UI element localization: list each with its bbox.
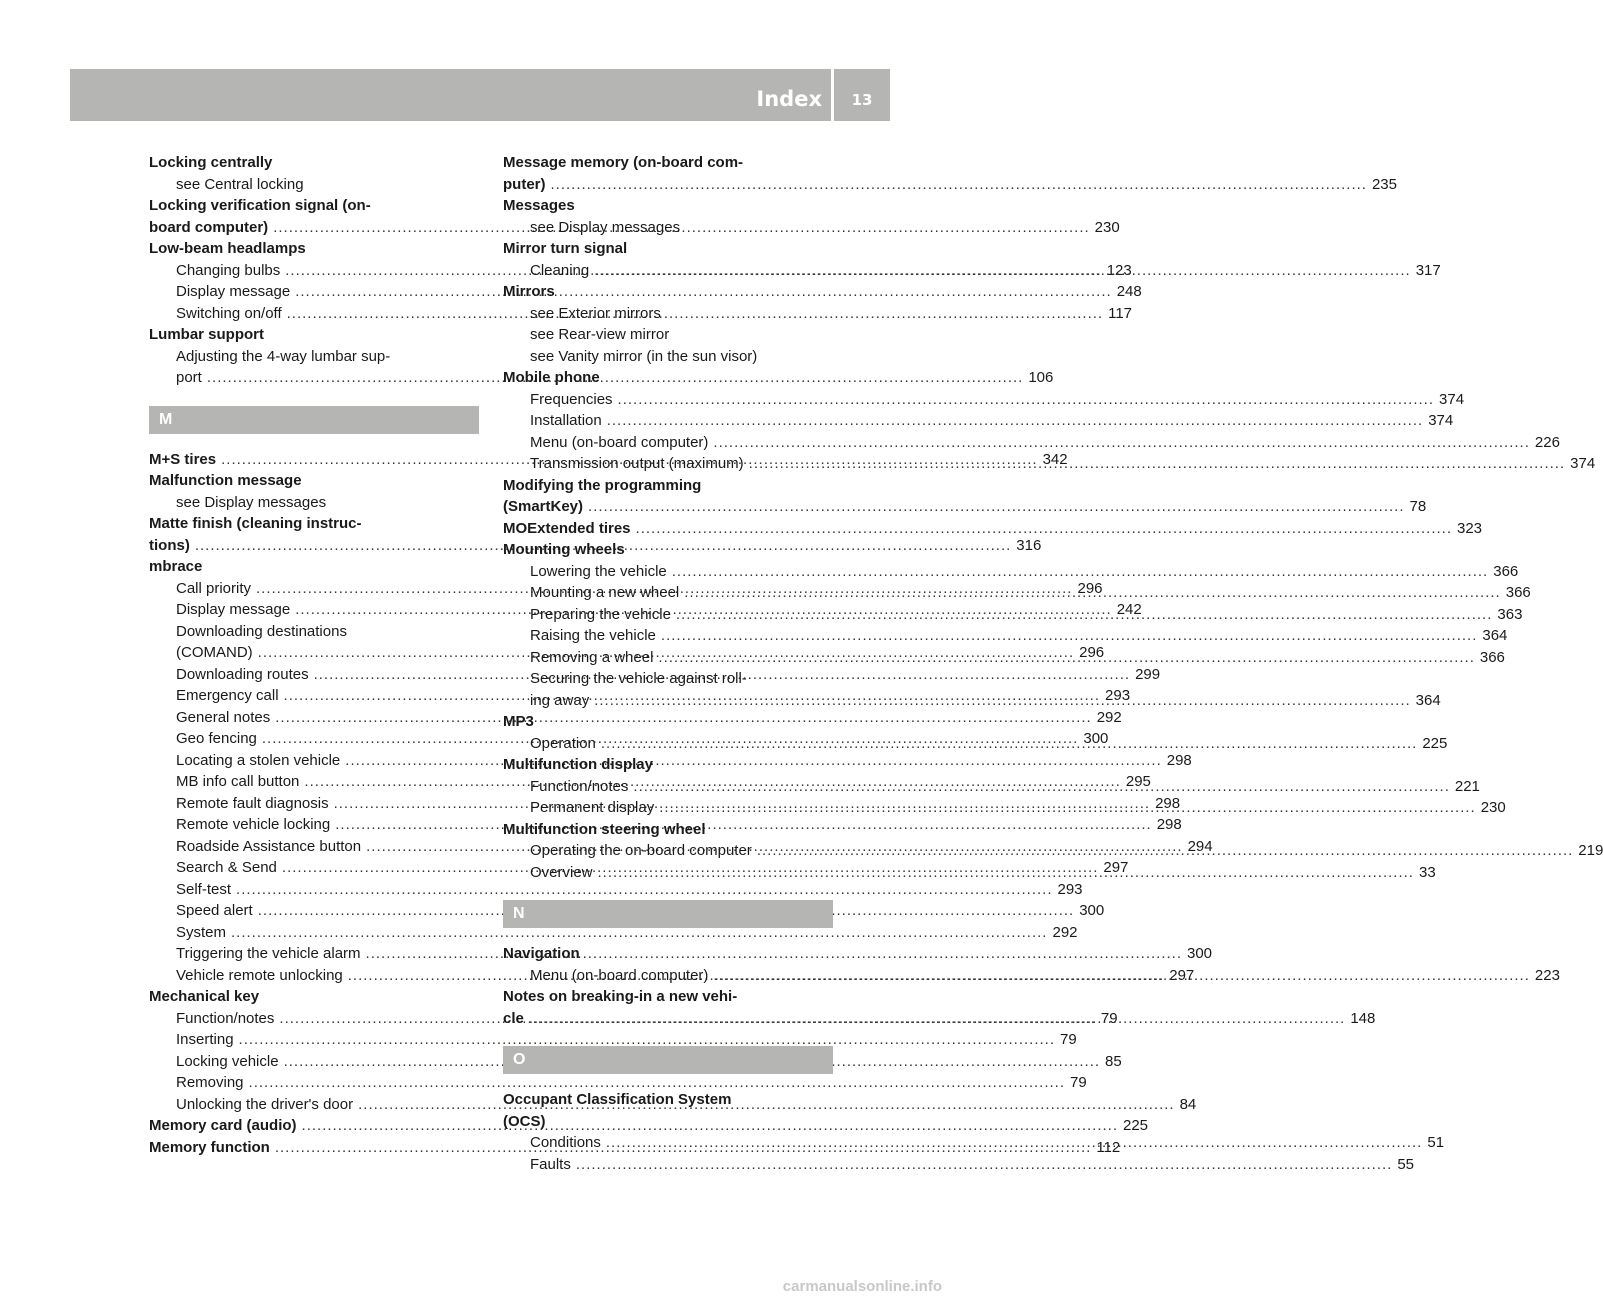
page-reference: 342 [1042,450,1068,468]
entry-text: Locking vehicle [176,1052,279,1070]
page-reference: 226 [1534,433,1560,451]
index-entry [503,174,1397,196]
leader-dots [601,733,1417,755]
entry-text: Installation [530,412,602,429]
entry-text: (SmartKey) [503,498,584,515]
entry-text: Search & Send [176,859,277,876]
entry-text: Menu (on-board computer) [530,966,709,984]
entry-text: MB info call button [176,773,300,790]
leader-dots [713,965,1529,987]
index-subentry [503,346,833,368]
page-number: 13 [851,91,873,109]
page-reference: 296 [1079,644,1105,661]
entry-text: (COMAND) [176,644,253,661]
page-reference: 316 [1016,536,1042,554]
page-reference: 223 [1534,966,1560,984]
entry-text: Raising the vehicle [530,627,656,644]
leader-dots [594,690,1410,712]
entry-text: Mirror turn signal [503,240,628,257]
page-reference: 292 [1096,708,1122,726]
page-reference: 364 [1415,691,1441,709]
index-entry [149,986,479,1008]
entry-text: Malfunction message [149,472,302,489]
entry-text: Adjusting the 4-way lumbar sup- [176,347,391,365]
entry-text: Overview [530,863,593,881]
header-bar [70,69,890,121]
index-entry [503,986,833,1008]
leader-dots [661,625,1477,647]
page-reference: 79 [1070,1074,1087,1091]
entry-text: see Exterior mirrors [530,304,661,322]
index-entry [149,513,479,535]
page-reference: 84 [1179,1095,1197,1113]
page-reference: 79 [1100,1009,1118,1027]
page-reference: 106 [1028,369,1054,386]
index-subentry [503,625,1508,647]
entry-text: Function/notes [176,1009,275,1027]
index-entry [503,819,833,841]
entry-text: Unlocking the driver's door [176,1095,354,1113]
leader-dots [576,1154,1392,1176]
index-subentry [503,217,833,239]
index-entry [503,195,833,217]
index-subentry [149,346,479,368]
entry-text: General notes [176,708,271,726]
index-subentry [503,1154,1415,1176]
page-reference: 298 [1156,816,1182,833]
index-entry [503,539,833,561]
leader-dots [607,410,1423,432]
entry-text: Display message [176,283,291,300]
page-reference: 248 [1116,283,1142,300]
index-entry [503,943,833,965]
entry-text: see Display messages [176,493,327,511]
page-reference: 230 [1094,218,1120,236]
index-subentry [149,1072,1087,1094]
entry-text: Emergency call [176,687,279,704]
index-entry [149,470,479,492]
index-subentry [503,389,1465,411]
index-entry [503,367,833,389]
entry-text: Permanent display [530,799,655,816]
entry-text: Memory function [149,1138,270,1156]
entry-text: Mechanical key [149,988,260,1005]
leader-dots [594,260,1410,282]
entry-text: Changing bulbs [176,261,281,279]
leader-dots [684,582,1500,604]
page-reference: 297 [1169,966,1195,984]
entry-text: Locating a stolen vehicle [176,751,341,769]
page-reference: 117 [1108,304,1133,322]
entry-text: Navigation [503,945,580,962]
index-entry [503,238,833,260]
entry-text: Mounting wheels [503,541,625,558]
index-entry [503,152,833,174]
entry-text: Matte finish (cleaning instruc- [149,515,362,532]
index-entry [503,711,833,733]
entry-text: Call priority [176,579,252,597]
entry-text: Display message [176,601,291,618]
page-reference: 323 [1457,519,1483,537]
page-reference: 79 [1060,1031,1077,1048]
page-reference: 230 [1480,799,1506,816]
entry-text: Memory card (audio) [149,1117,297,1134]
page-reference: 123 [1106,261,1132,279]
section-title: Index [756,87,822,111]
index-subentry [149,621,479,643]
leader-dots [598,862,1414,884]
page-reference: 364 [1482,627,1508,644]
index-entry [503,754,833,776]
page-reference: 297 [1103,859,1129,876]
page-reference: 374 [1570,455,1596,472]
page-reference: 374 [1428,412,1454,429]
index-entry [149,324,479,346]
index-subentry [149,1029,1077,1051]
entry-text: Operating the on-board computer [530,842,752,859]
entry-text: mbrace [149,558,203,575]
entry-text: Roadside Assistance button [176,837,362,855]
page-reference: 235 [1371,175,1397,193]
index-entry [503,475,833,497]
index-subentry [503,561,1519,583]
page-reference: 300 [1187,945,1213,962]
page-reference: 295 [1125,773,1151,790]
entry-text: Mirrors [503,283,555,300]
entry-text: Locking centrally [149,154,273,171]
letter-heading: M [149,406,479,434]
page-reference: 300 [1083,730,1109,747]
page-reference: 296 [1077,579,1103,597]
entry-text: Inserting [176,1031,234,1048]
page-reference: 298 [1166,751,1192,769]
entry-text: Notes on breaking-in a new vehi- [503,988,738,1005]
entry-text: Removing [176,1074,244,1091]
page-reference: 293 [1057,880,1083,898]
entry-text: Downloading routes [176,665,309,683]
entry-text: Multifunction steering wheel [503,820,706,838]
index-subentry [149,174,479,196]
entry-text: Operation [530,734,596,752]
page-reference: 366 [1479,648,1505,666]
leader-dots [588,496,1404,518]
entry-text: Function/notes [530,777,629,795]
page-reference: 55 [1397,1155,1415,1173]
entry-text: Self-test [176,880,232,898]
leader-dots [529,1008,1345,1030]
entry-text: Message memory (on-board com- [503,154,744,171]
entry-text: puter) [503,175,546,193]
index-subentry [503,324,833,346]
entry-text: Mobile phone [503,369,600,386]
index-subentry [149,1051,1122,1073]
index-subentry [149,900,1105,922]
letter-heading: N [503,900,833,928]
index-subentry [503,668,833,690]
index-entry [149,556,479,578]
entry-text: see Rear-view mirror [530,326,670,343]
leader-dots [659,797,1475,819]
entry-text: Mounting a new wheel [530,584,680,601]
index-subentry [149,922,1078,944]
entry-text: Geo fencing [176,730,257,747]
entry-text: see Vanity mirror (in the sun visor) [530,347,758,365]
index-entry [503,281,833,303]
leader-dots [606,1132,1422,1154]
page-reference: 300 [1079,902,1105,919]
leader-dots [618,389,1434,411]
page-reference: 225 [1123,1117,1149,1134]
entry-text: Cleaning [530,261,590,279]
entry-text: tions) [149,536,190,554]
entry-text: Remote fault diagnosis [176,794,329,812]
entry-text: Transmission output (maximum) [530,455,744,472]
page-reference: 242 [1116,601,1142,618]
leader-dots [551,174,1367,196]
page-reference: 366 [1505,584,1531,601]
index-entry [503,1089,833,1111]
index-entry [503,1111,833,1133]
entry-text: Occupant Classification System [503,1091,732,1108]
entry-text: see Display messages [530,218,681,236]
page-reference: 112 [1096,1138,1121,1156]
entry-text: Conditions [530,1134,601,1151]
entry-text: Switching on/off [176,304,282,322]
entry-text: Frequencies [530,390,613,408]
index-entry [149,152,479,174]
entry-text: MOExtended tires [503,519,631,537]
index-subentry [149,492,479,514]
page-reference: 363 [1497,605,1523,623]
entry-text: Messages [503,197,575,214]
page-reference: 225 [1422,734,1448,752]
page-reference: 298 [1155,794,1181,812]
index-subentry [149,879,1083,901]
entry-text: board computer) [149,218,269,236]
entry-text: Lowering the vehicle [530,562,667,580]
page-reference: 148 [1350,1009,1376,1027]
page-reference: 219 [1578,842,1603,859]
entry-text: Securing the vehicle against roll- [530,670,747,687]
leader-dots [676,604,1492,626]
page-reference: 366 [1493,562,1519,580]
entry-text: Menu (on-board computer) [530,433,709,451]
page-reference: 85 [1105,1052,1122,1070]
entry-text: Removing a wheel [530,648,654,666]
entry-text: MP3 [503,713,534,730]
entry-text: Preparing the vehicle [530,605,671,623]
entry-text: Vehicle remote unlocking [176,966,343,984]
letter-heading: O [503,1046,833,1074]
leader-dots [658,647,1474,669]
entry-text: Remote vehicle locking [176,816,331,833]
entry-text: Faults [530,1155,571,1173]
page-reference: 317 [1415,261,1441,279]
entry-text: ing away [530,691,590,709]
entry-text: (OCS) [503,1112,546,1130]
page-reference: 374 [1439,390,1465,408]
page-reference: 33 [1418,863,1436,881]
leader-dots [749,453,1565,475]
entry-text: Downloading destinations [176,622,347,640]
page-reference: 299 [1135,665,1161,683]
index-entry [149,238,479,260]
entry-text: Locking verification signal (on- [149,197,371,214]
leader-dots [713,432,1529,454]
entry-text: Multifunction display [503,756,653,773]
page-reference: 293 [1105,687,1131,704]
index-entry [503,496,1427,518]
entry-text: Lumbar support [149,326,264,343]
entry-text: M+S tires [149,450,217,468]
entry-text: Low-beam headlamps [149,240,306,257]
entry-text: see Central locking [176,175,304,193]
entry-text: Triggering the vehicle alarm [176,945,361,962]
entry-text: Modifying the programming [503,476,702,494]
entry-text: port [176,369,202,386]
entry-text: cle [503,1009,524,1027]
leader-dots [636,518,1452,540]
page-reference: 51 [1427,1134,1445,1151]
leader-dots [633,776,1449,798]
index-subentry [503,303,833,325]
leader-dots [672,561,1488,583]
index-entry [149,195,479,217]
footer-watermark: carmanualsonline.info [782,1278,942,1295]
page-reference: 221 [1454,777,1480,795]
page-reference: 78 [1409,498,1427,515]
page-reference: 292 [1052,923,1078,941]
entry-text: System [176,923,227,941]
index-subentry [503,432,1560,454]
index-entry [503,518,1483,540]
index-subentry [503,410,1454,432]
page-reference: 294 [1187,837,1213,855]
leader-dots [757,840,1573,862]
entry-text: Speed alert [176,902,253,919]
